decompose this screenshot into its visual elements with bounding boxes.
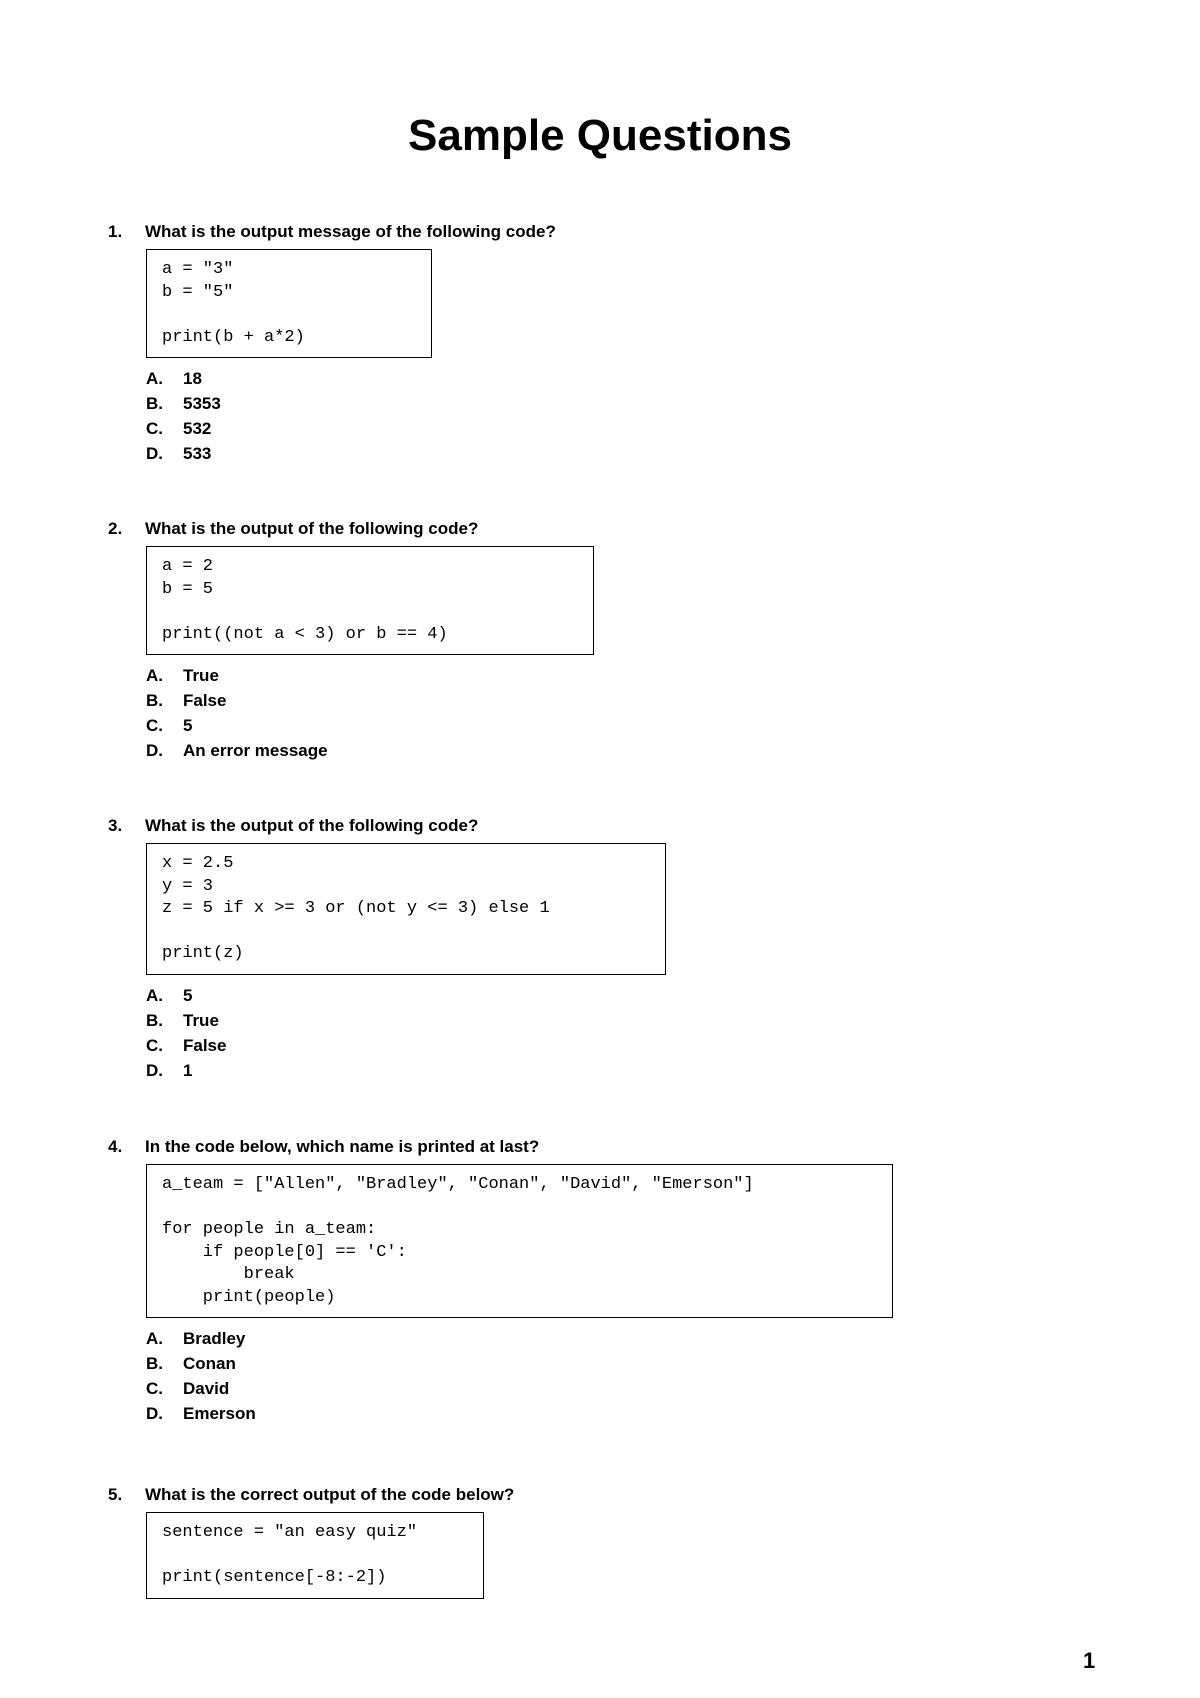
question-number: 2.: [108, 519, 123, 538]
option-text: True: [183, 666, 219, 685]
code-block: a = 2 b = 5 print((not a < 3) or b == 4): [146, 546, 594, 655]
option-b: [146, 1008, 666, 1033]
question-2: [108, 518, 594, 779]
option-d: [146, 441, 556, 466]
question-number: 5.: [108, 1485, 123, 1504]
option-d: [146, 1058, 666, 1083]
option-b: [146, 1351, 893, 1376]
code-block: sentence = "an easy quiz" print(sentence[-8:-2]): [146, 1512, 484, 1599]
option-c: [146, 416, 556, 441]
option-text: 1: [183, 1060, 193, 1080]
option-letter: B.: [146, 1354, 163, 1373]
option-letter: C.: [146, 716, 163, 735]
option-c: [146, 1376, 893, 1401]
question-1: [108, 221, 556, 482]
options-list: [146, 983, 666, 1083]
question-text: What is the output message of the following code?: [145, 222, 556, 241]
option-b: [146, 688, 594, 713]
option-text: 533: [183, 444, 212, 463]
option-letter: C.: [146, 1035, 163, 1055]
question-3: [108, 815, 666, 1099]
question-5: [108, 1484, 514, 1599]
option-letter: A.: [146, 369, 163, 388]
options-list: [146, 1326, 893, 1426]
question-header: [108, 1136, 893, 1158]
options-list: [146, 366, 556, 466]
option-a: [146, 366, 556, 391]
option-letter: D.: [146, 1060, 163, 1080]
option-letter: D.: [146, 1404, 163, 1423]
option-text: David: [183, 1379, 230, 1398]
option-text: 5: [183, 985, 193, 1005]
option-a: [146, 983, 666, 1008]
option-c: [146, 1033, 666, 1058]
option-text: 18: [183, 369, 202, 388]
option-text: False: [183, 691, 227, 710]
code-block: a = "3" b = "5" print(b + a*2): [146, 249, 432, 358]
option-c: [146, 713, 594, 738]
question-4: [108, 1136, 893, 1442]
option-letter: B.: [146, 394, 163, 413]
option-letter: C.: [146, 1379, 163, 1398]
option-text: Conan: [183, 1354, 236, 1373]
option-letter: A.: [146, 1329, 163, 1348]
question-header: [108, 221, 556, 243]
option-d: [146, 738, 594, 763]
code-block: a_team = ["Allen", "Bradley", "Conan", "David", "Emerson"] for people in a_team: if people[0] == 'C': break print(people): [146, 1164, 893, 1318]
question-header: [108, 815, 666, 837]
option-letter: D.: [146, 444, 163, 463]
option-letter: A.: [146, 985, 163, 1005]
option-letter: B.: [146, 1010, 163, 1030]
option-text: Emerson: [183, 1404, 256, 1423]
question-number: 1.: [108, 222, 123, 241]
question-number: 4.: [108, 1137, 123, 1156]
option-text: 5353: [183, 394, 221, 413]
question-header: [108, 1484, 514, 1506]
option-text: False: [183, 1035, 227, 1055]
option-letter: A.: [146, 666, 163, 685]
option-b: [146, 391, 556, 416]
option-text: True: [183, 1010, 219, 1030]
option-letter: C.: [146, 419, 163, 438]
code-block: x = 2.5 y = 3 z = 5 if x >= 3 or (not y <= 3) else 1 print(z): [146, 843, 666, 975]
option-text: Bradley: [183, 1329, 246, 1348]
page-title: Sample Questions: [408, 111, 792, 160]
option-text: 5: [183, 716, 193, 735]
option-letter: B.: [146, 691, 163, 710]
page-number: 1: [1083, 1648, 1096, 1673]
question-text: What is the output of the following code?: [145, 816, 479, 835]
option-a: [146, 1326, 893, 1351]
question-text: What is the output of the following code?: [145, 519, 479, 538]
option-text: 532: [183, 419, 212, 438]
question-text: In the code below, which name is printed at last?: [145, 1137, 540, 1156]
options-list: [146, 663, 594, 763]
option-d: [146, 1401, 893, 1426]
question-number: 3.: [108, 816, 123, 835]
option-letter: D.: [146, 741, 163, 760]
question-text: What is the correct output of the code below?: [145, 1485, 515, 1504]
question-header: [108, 518, 594, 540]
option-a: [146, 663, 594, 688]
option-text: An error message: [183, 741, 328, 760]
